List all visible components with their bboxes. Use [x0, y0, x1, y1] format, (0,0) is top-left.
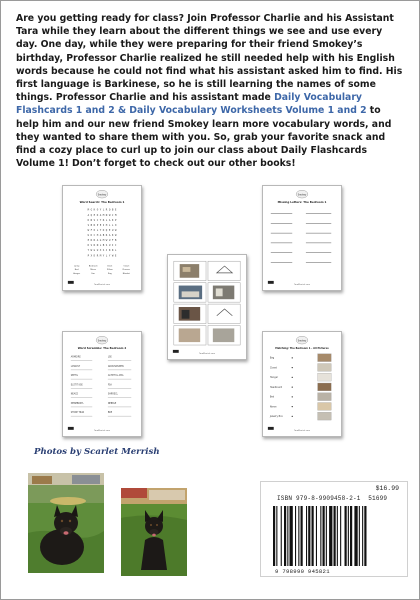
word-bank-item: Closet: [123, 265, 130, 268]
barcode-bar: [284, 506, 286, 566]
word-bank-item: Lamp: [73, 265, 80, 268]
barcode-bar: [337, 506, 338, 566]
word-scramble-item: LOWOST: [70, 364, 81, 368]
barcode-price: $16.99: [375, 485, 399, 492]
barcode-bar: [329, 506, 332, 566]
barcode-bar: [295, 506, 296, 566]
barcode-bar: [290, 506, 293, 566]
word-search-grid-row: P X D R M Y L Y W E: [87, 254, 117, 258]
word-bank-item: Dresser: [122, 269, 131, 272]
matching-picture: [318, 354, 332, 362]
word-search-grid-row: Y W G U X S J R R L: [87, 249, 117, 253]
barcode-bar: [301, 506, 303, 566]
matching-title: Matching: The Bedroom 1 - All Pictures: [275, 346, 329, 350]
barcode-bar: [273, 506, 275, 566]
missing-letters-title: Missing Letters: The Bedroom 1: [277, 199, 327, 204]
word-scramble-title: Word Scramble: The Bedroom 2: [77, 345, 127, 350]
svg-text:TaraMerrish.com: TaraMerrish.com: [199, 352, 215, 355]
barcode-bar: [348, 506, 349, 566]
svg-text:Smokey: Smokey: [97, 339, 107, 343]
word-search-title: Word Search: The Bedroom 1: [79, 199, 125, 204]
matching-item: Bag: [269, 356, 275, 360]
word-bank-item: Desk: [107, 265, 113, 268]
worksheet-matching: [262, 331, 342, 437]
word-search-grid-row: E R R A G M W U F B: [87, 239, 117, 243]
word-search-grid-row: U D C H A B R A K W: [87, 234, 117, 238]
svg-text:TaraMerrish.com: TaraMerrish.com: [294, 283, 310, 286]
barcode-bar: [362, 506, 363, 566]
barcode-bar: [287, 506, 288, 566]
isbn-barcode: [260, 481, 408, 577]
barcode-bar: [320, 506, 321, 566]
matching-dot: [292, 406, 293, 407]
matching-dot: [292, 357, 293, 358]
word-search-grid-row: D N S C T R L A K P: [87, 218, 117, 222]
word-scramble-item: STRDP TRAR: [70, 411, 85, 415]
missing-letters-page: [263, 186, 341, 290]
matching-item: Nerve: [269, 405, 277, 409]
matching-item: Closet: [269, 366, 277, 370]
svg-text:Smokey: Smokey: [297, 339, 307, 343]
barcode-bar: [354, 506, 357, 566]
svg-text:TaraMerrish.com: TaraMerrish.com: [94, 283, 110, 286]
back-cover-blurb: [16, 12, 404, 170]
matching-page: [263, 332, 341, 436]
matching-dot: [292, 396, 293, 397]
barcode-bar: [340, 506, 341, 566]
matching-rows: [269, 354, 331, 420]
worksheet-word-search: [62, 185, 142, 291]
matching-picture: [318, 383, 332, 391]
barcode-isbn: ISBN 979-8-9909458-2-1 51699: [277, 495, 388, 502]
word-bank-item: Mirror: [90, 269, 97, 272]
worksheet-word-scramble: [62, 331, 142, 437]
barcode-bar: [334, 506, 336, 566]
word-search-grid: [88, 208, 117, 258]
word-scramble-item: SHRRECL: [107, 392, 118, 396]
word-search-grid-row: M G K O Y L R Q B E: [87, 208, 117, 212]
word-search-grid-row: W F O L Y D Q E U W: [87, 228, 117, 232]
matching-dot: [292, 386, 293, 387]
picture-cards-page: [168, 255, 246, 359]
word-bank-item: Bed: [74, 269, 79, 272]
word-scramble-item: BRE: [107, 411, 113, 415]
barcode-bars: [273, 506, 401, 566]
matching-item: Bed: [269, 395, 275, 399]
worksheet-picture-cards: [167, 254, 247, 360]
matching-dot: [292, 416, 293, 417]
matching-picture: [318, 373, 332, 381]
barcode-bar: [323, 506, 325, 566]
barcode-digits: 9 798990 945821: [275, 568, 330, 575]
blurb-highlight: Daily Vocabulary Flashcards 1 and 2 & Daily Vocabulary Worksheets Volume 1 and 2: [16, 92, 367, 117]
word-bank-item: Pillow: [107, 269, 113, 272]
svg-text:Smokey: Smokey: [297, 193, 307, 197]
barcode-bar: [316, 506, 317, 566]
matching-picture: [318, 393, 332, 401]
word-scramble-item: LSE: [107, 355, 112, 359]
word-scramble-item: MENEBRSTL: [70, 401, 84, 405]
word-scramble-item: ARMOIRE: [70, 355, 81, 359]
barcode-bar: [350, 506, 352, 566]
barcode-bar: [281, 506, 282, 566]
matching-picture: [318, 412, 332, 420]
word-scramble-item: ACHHTUL AMA: [107, 374, 124, 378]
blurb-text-part2: to help him and our new friend Smokey learn more vocabulary words, and they wanted to share them with you. So, grab your favorite snack and find a cozy place to curl up to join our class about Daily Flashcards Volume 1! Don’t forget to check out our other books!: [16, 105, 392, 170]
svg-text:TaraMerrish.com: TaraMerrish.com: [294, 429, 310, 432]
word-scramble-item: ELSTIT KSE: [70, 383, 83, 387]
word-bank-item: Hanger: [73, 273, 81, 276]
matching-dot: [292, 367, 293, 368]
barcode-bar: [364, 506, 366, 566]
word-search-grid-row: A Q E D A M N W J M: [87, 213, 117, 217]
photo-dog-sitting-image: [121, 488, 187, 576]
barcode-bar: [306, 506, 307, 566]
matching-picture: [318, 403, 332, 411]
word-scramble-item: NEACE: [70, 392, 78, 396]
word-scramble-page: [63, 332, 141, 436]
word-scramble-item: FSA: [107, 383, 112, 387]
barcode-bar: [326, 506, 327, 566]
matching-item: Jewelry Box: [269, 415, 283, 419]
barcode-bar: [298, 506, 299, 566]
barcode-addon: 51699: [368, 495, 388, 502]
matching-dot: [292, 377, 293, 378]
word-scramble-item: SEETIL: [70, 374, 78, 378]
barcode-bar: [308, 506, 310, 566]
photo-dog-lying-image: [28, 473, 104, 573]
worksheet-missing-letters: [262, 185, 342, 291]
barcode-bar: [359, 506, 360, 566]
matching-item: Headboard: [269, 385, 283, 389]
barcode-bar: [276, 506, 277, 566]
word-bank-item: Blanket: [122, 273, 131, 276]
barcode-bar: [312, 506, 314, 566]
barcode-bar: [345, 506, 347, 566]
word-scramble-rows: [71, 356, 131, 417]
photo-credit: Photos by Scarlet Merrish: [34, 447, 160, 457]
blurb-text-part1: Are you getting ready for class? Join Professor Charlie and his Assistant Tara while they learn about the different things we see and use every day. One day, while they were preparing for their friend Smokey’s birthday, Professor Charlie realized he still needed help with his English words because he could not find what his assistant asked him to find. His first language is Barkinese, so he is still learning the names of some things. Professor Charlie and his assistant made: [16, 13, 403, 104]
svg-text:Smokey: Smokey: [97, 193, 107, 197]
word-search-page: [63, 186, 141, 290]
word-search-grid-row: S B R P E I H L L O: [87, 223, 117, 227]
matching-picture: [318, 364, 332, 372]
photo-dog-lying: [28, 473, 104, 573]
word-bank-item: Rug: [107, 273, 112, 276]
word-bank-item: Bedroom: [88, 265, 98, 268]
word-scramble-item: GROUNDSMEN: [107, 364, 124, 368]
word-bank-item: Fan: [91, 273, 95, 276]
svg-text:TaraMerrish.com: TaraMerrish.com: [94, 429, 110, 432]
word-scramble-item: NEBBLE: [107, 401, 117, 405]
photo-dog-sitting: [121, 488, 187, 576]
matching-item: Hanger: [269, 376, 279, 380]
word-search-grid-row: D S R N L B S U I C: [87, 244, 117, 248]
word-search-word-bank: [73, 264, 130, 275]
